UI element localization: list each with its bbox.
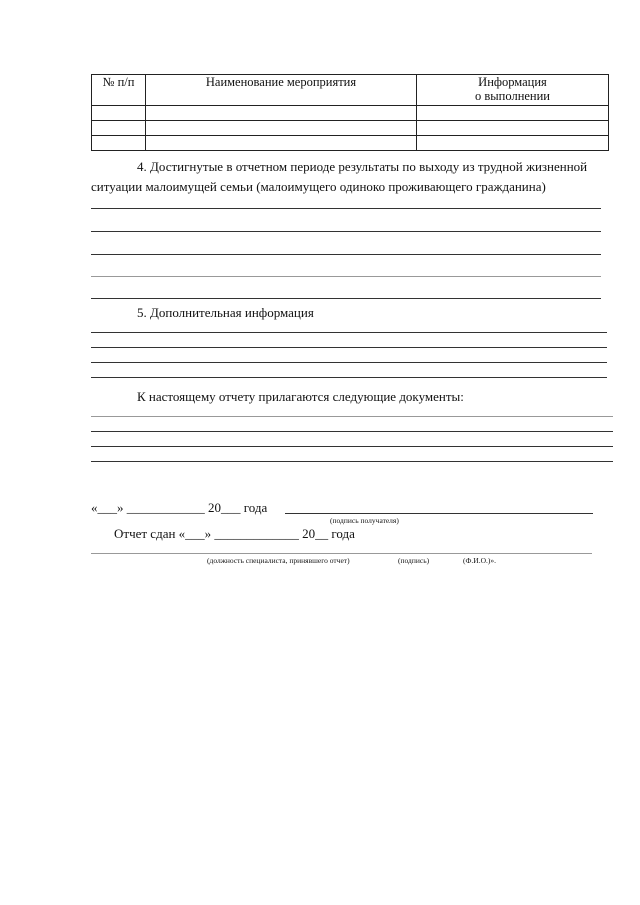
answer-line[interactable] xyxy=(91,347,607,348)
section4-heading-line2: ситуации малоимущей семьи (малоимущего одиноко проживающего гражданина) xyxy=(91,179,546,194)
answer-line[interactable] xyxy=(91,431,613,432)
answer-line[interactable] xyxy=(91,276,601,277)
specialist-signature-caption: (подпись) xyxy=(398,556,430,565)
answer-line[interactable] xyxy=(91,332,607,333)
recipient-signature-line[interactable] xyxy=(285,513,593,514)
table-cell[interactable] xyxy=(146,136,417,151)
answer-line[interactable] xyxy=(91,362,607,363)
answer-line[interactable] xyxy=(91,377,607,378)
answer-line[interactable] xyxy=(91,416,613,417)
answer-line[interactable] xyxy=(91,208,601,209)
header-info-line2: о выполнении xyxy=(475,89,550,103)
table-row xyxy=(92,136,609,151)
table-cell[interactable] xyxy=(92,121,146,136)
specialist-position-caption: (должность специалиста, принявшего отчет) xyxy=(207,556,350,565)
header-info-line1: Информация xyxy=(478,75,547,89)
table-row xyxy=(92,121,609,136)
header-event-name: Наименование мероприятия xyxy=(146,75,417,106)
table-cell[interactable] xyxy=(92,106,146,121)
answer-line[interactable] xyxy=(91,231,601,232)
specialist-signature-line[interactable] xyxy=(91,553,592,554)
header-num: № п/п xyxy=(92,75,146,106)
section4-heading-line1: 4. Достигнутые в отчетном периоде результаты по выходу из трудной жизненной xyxy=(137,159,588,174)
table-cell[interactable] xyxy=(146,121,417,136)
table-header-row xyxy=(92,75,609,106)
answer-line[interactable] xyxy=(91,298,601,299)
table-cell[interactable] xyxy=(417,136,609,151)
table-cell[interactable] xyxy=(417,106,609,121)
attachments-heading: К настоящему отчету прилагаются следующие документы: xyxy=(137,389,464,404)
date-line: «___» ____________ 20___ года xyxy=(91,500,268,515)
recipient-signature-caption: (подпись получателя) xyxy=(330,516,399,525)
answer-line[interactable] xyxy=(91,461,613,462)
answer-line[interactable] xyxy=(91,446,613,447)
events-table xyxy=(91,74,609,151)
header-info xyxy=(417,75,609,106)
table-row xyxy=(92,106,609,121)
table-cell[interactable] xyxy=(146,106,417,121)
table-cell[interactable] xyxy=(417,121,609,136)
submitted-line: Отчет сдан «___» _____________ 20__ года xyxy=(114,526,355,541)
specialist-fio-caption: (Ф.И.О.)». xyxy=(463,556,497,565)
section5-heading: 5. Дополнительная информация xyxy=(137,305,314,320)
table-cell[interactable] xyxy=(92,136,146,151)
answer-line[interactable] xyxy=(91,254,601,255)
